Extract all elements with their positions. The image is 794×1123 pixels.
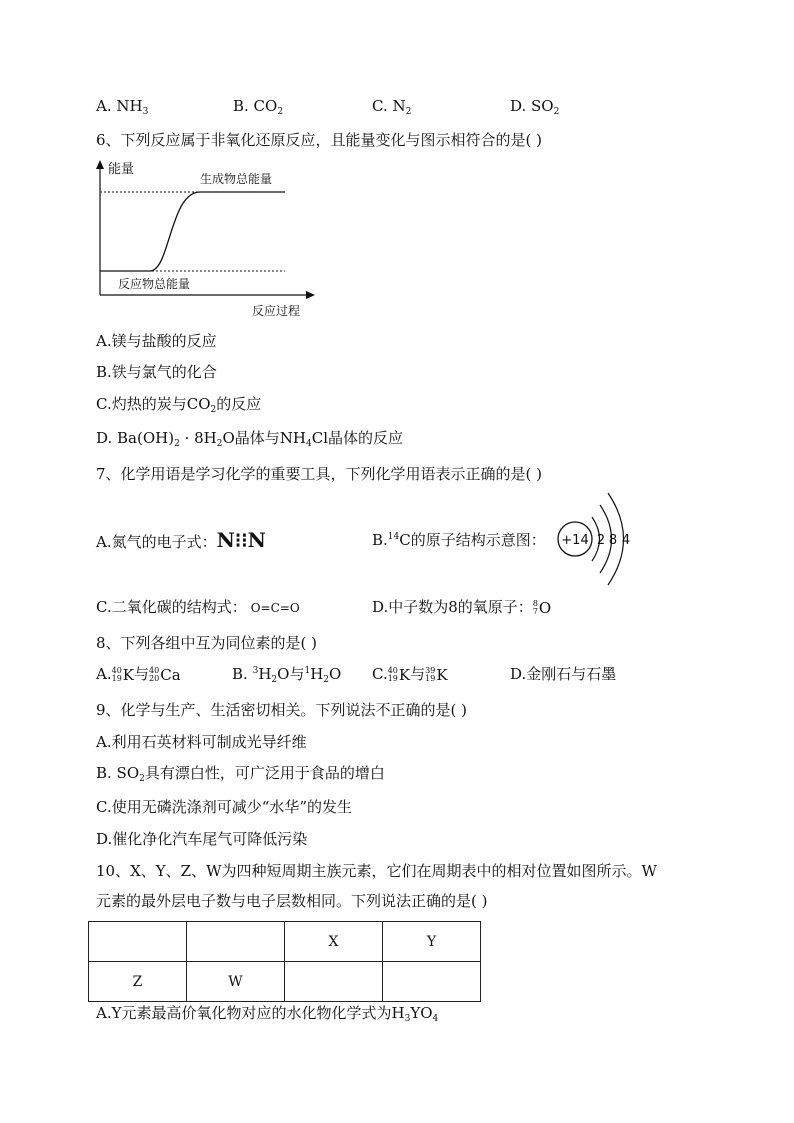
nitrogen-electron-formula: N⁝⁝N	[216, 528, 266, 552]
table-cell: Y	[383, 922, 481, 962]
x-axis-arrow	[306, 291, 315, 299]
table-cell: Z	[89, 962, 187, 1002]
periodic-position-table	[88, 921, 481, 1002]
q5-option-b: B. $CO_2$	[233, 97, 284, 117]
q7-option-d: D.中子数为8的氧原子： 8 7 O	[372, 598, 552, 617]
table-row	[89, 922, 481, 962]
q7-stem: 7、化学用语是学习化学的重要工具，下列化学用语表示正确的是( )	[96, 465, 543, 483]
shell-2-electrons: 8	[608, 533, 618, 548]
q8-option-c: C. 40 19 K 与 39 19 K	[372, 665, 448, 684]
shell-1-electrons: 2	[596, 533, 606, 548]
energy-curve	[100, 192, 285, 271]
y-axis-arrow	[96, 160, 104, 169]
q9-option-a: A.利用石英材料可制成光导纤维	[96, 733, 307, 751]
table-cell	[89, 922, 187, 962]
q7-option-c: C.二氧化碳的结构式： O=C=O	[96, 598, 300, 616]
q9-option-b: B. $SO_2$具有漂白性，可广泛用于食品的增白	[96, 764, 385, 784]
q5-option-c: C. $N_2$	[372, 97, 412, 117]
energy-diagram	[90, 155, 330, 320]
q5-option-d: D. $SO_2$	[510, 97, 560, 117]
y-axis-label: 能量	[108, 162, 135, 177]
q8-option-a: A. 40 19 K 与 40 20 Ca	[96, 665, 181, 684]
q8-option-b: B. $^3H_2O$与$^1H_2O$	[232, 665, 342, 685]
q10-stem-line-1: 10、X、Y、Z、W为四种短周期主族元素，它们在周期表中的相对位置如图所示。W	[96, 862, 657, 880]
q7-option-a: A.氮气的电子式：N⁝⁝N	[96, 528, 266, 552]
reactant-energy-label: 反应物总能量	[118, 277, 191, 291]
table-cell	[383, 962, 481, 1002]
x-axis-label: 反应过程	[252, 304, 301, 318]
co2-structural-formula: O=C=O	[250, 601, 300, 615]
nucleus-charge: +14	[561, 533, 589, 548]
table-cell: X	[285, 922, 383, 962]
q6-option-b: B.铁与氯气的化合	[96, 363, 217, 381]
q8-stem: 8、下列各组中互为同位素的是( )	[96, 634, 318, 652]
table-cell	[285, 962, 383, 1002]
carbon-atom-structure-diagram	[555, 487, 640, 592]
q7-option-b: B.$^{14}$C的原子结构示意图：	[372, 531, 546, 549]
q9-option-d: D.催化净化汽车尾气可降低污染	[96, 830, 308, 848]
table-cell: W	[187, 962, 285, 1002]
q6-option-a: A.镁与盐酸的反应	[96, 332, 217, 350]
shell-3-electrons: 4	[621, 533, 631, 548]
q6-option-d: D. $Ba(OH)_2 \cdot 8H_2O$晶体与$NH_4Cl$晶体的反应	[96, 429, 404, 449]
q8-option-d: D.金刚石与石墨	[510, 665, 617, 683]
q10-stem-line-2: 元素的最外层电子数与电子层数相同。下列说法正确的是( )	[96, 892, 488, 910]
q9-option-c: C.使用无磷洗涤剂可减少“水华”的发生	[96, 798, 353, 816]
q6-option-c: C.灼热的炭与$CO_2$的反应	[96, 395, 262, 415]
q6-stem: 6、下列反应属于非氧化还原反应，且能量变化与图示相符合的是( )	[96, 131, 543, 149]
q5-option-a: A. $NH_3$	[96, 97, 149, 117]
product-energy-label: 生成物总能量	[200, 172, 273, 186]
q9-stem: 9、化学与生产、生活密切相关。下列说法不正确的是( )	[96, 701, 468, 719]
table-cell	[187, 922, 285, 962]
table-row	[89, 962, 481, 1002]
q10-option-a: A.Y元素最高价氧化物对应的水化物化学式为$H_3YO_4$	[96, 1004, 439, 1024]
